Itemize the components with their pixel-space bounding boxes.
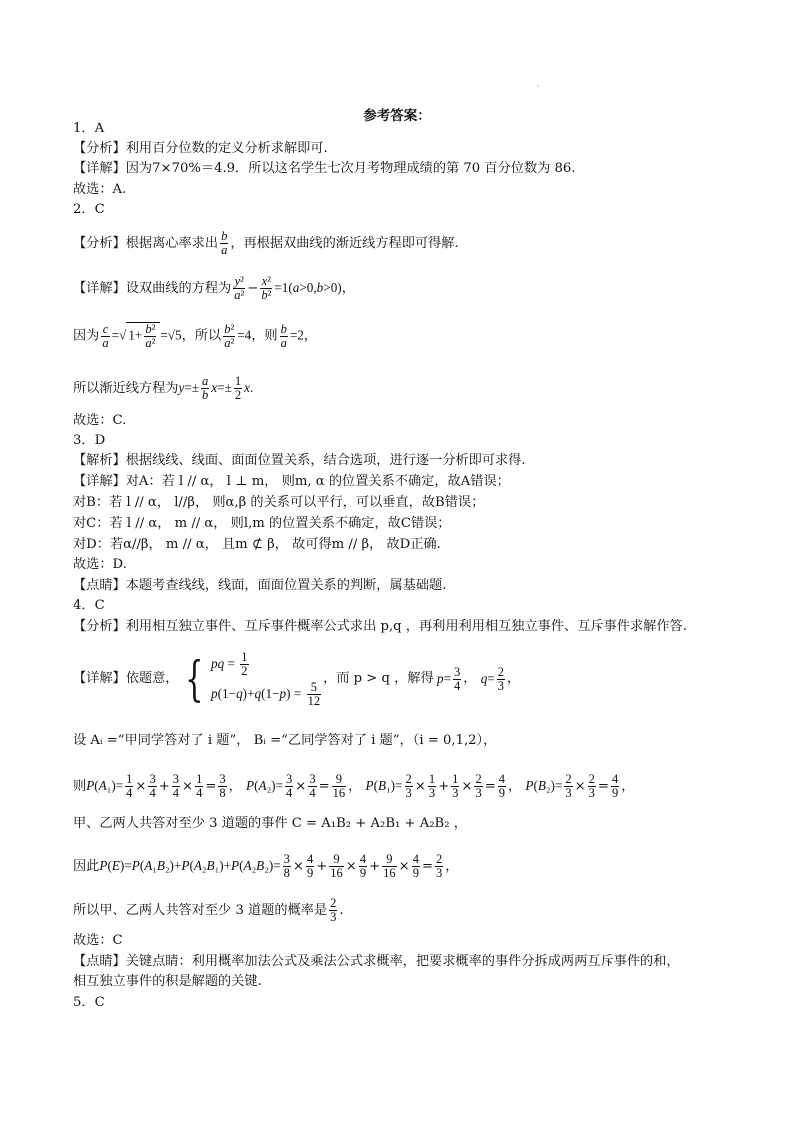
- q3-detail-c: 对C：若 l // α， m // α， 则l,m 的位置关系不确定，故C错误；: [73, 516, 451, 531]
- q4-analysis: 【分析】利用相互独立事件、互斥事件概率公式求出 p,q ，再利用利用相互独立事件、互斥事件求解作答.: [73, 619, 687, 634]
- q3-comment: 【点睛】本题考查线线，线面，面面位置关系的判断，属基础题.: [73, 578, 447, 593]
- q1-analysis: 【分析】利用百分位数的定义分析求解即可.: [73, 141, 328, 156]
- q1-number: 1．A: [73, 121, 105, 136]
- q4-hence: 因此P(E)=P(A₁B₂)+P(A₂B₁)+P(A₂B₂)= $\frac{3}{8}$ × $\frac{4}{9}$ + $\frac{9}{16}$ × $\frac{4}{9}$ + $\frac{9}{16}$ × $\frac{4}{9}$ = $\frac{2}{3}$ ，: [73, 852, 459, 880]
- q4-number: 4．C: [73, 598, 105, 613]
- q4-events: 设 Aᵢ =“甲同学答对了 i 题”， Bᵢ =“乙同学答对了 i 题”，（i = 0,1,2），: [73, 733, 497, 748]
- q5-number: 5．C: [73, 995, 105, 1010]
- q4-choice: 故选：C: [73, 933, 123, 948]
- q2-choice: 故选：C.: [73, 413, 127, 428]
- q1-choice: 故选：A.: [73, 182, 127, 197]
- q4-conclusion: 所以甲、乙两人共答对至少 3 道题的概率是 $\frac{2}{3}$ .: [73, 896, 344, 924]
- q3-analysis: 【解析】根据线线、线面、面面位置关系，结合选项，进行逐一分析即可求得.: [73, 453, 526, 468]
- q4-detail: 【详解】依题意， { pq = $\frac{1}{2}$ p (1− q )+ q (1− p ) = $\frac{5}{12}$ ，而 p > q ，解得 p= $\frac{3}{4}$ ， q= $\frac{2}{3}$ ，: [73, 649, 521, 708]
- q2-because: 因为 $\frac{c}{a}$ =√ 1+ $\frac{\text{b²}}{\text{a²}}$ =√5，所以 $\frac{\text{b²}}{\text{a²}}$ =4，则 $\frac{b}{a}$ =2，: [73, 321, 318, 350]
- q3-detail-d: 对D：若α//β， m // α， 且m ⊄ β， 故可得m // β， 故D正确.: [73, 537, 441, 552]
- q4-comment-line2: 相互独立事件的积是解题的关键.: [73, 974, 262, 989]
- q3-detail-a: 【详解】对A：若 l // α， l ⊥ m， 则m, α 的位置关系不确定，故A错误；: [73, 474, 510, 489]
- q3-number: 3．D: [73, 433, 106, 448]
- q2-number: 2．C: [73, 202, 105, 217]
- q4-comment-line1: 【点睛】关键点睛：利用概率加法公式及乘法公式求概率，把要求概率的事件分拆成两两互斥事件的和，: [73, 954, 680, 969]
- q1-detail: 【详解】因为7×70%＝4.9．所以这名学生七次月考物理成绩的第 70 百分位数为 86.: [73, 161, 576, 176]
- q2-detail: 【详解】设双曲线的方程为 $\frac{\text{y²}}{\text{a²}}$ − $\frac{\text{x²}}{\text{b²}}$ =1(a>0,b>0)，: [73, 274, 355, 302]
- q4-event-c: 甲、乙两人共答对至少 3 道题的事件 C = A₁B₂ + A₂B₁ + A₂B₂ ，: [73, 816, 467, 831]
- q2-analysis: 【分析】根据离心率求出 $\frac{b}{a}$ ，再根据双曲线的渐近线方程即可得解.: [73, 229, 459, 257]
- page-title: 参考答案：: [363, 108, 431, 124]
- fraction-b-over-a: $\frac{b}{a}$: [221, 229, 228, 257]
- corner-mark: ·: [537, 82, 540, 91]
- q3-choice: 故选：D.: [73, 557, 127, 572]
- q3-detail-b: 对B：若 l // α， l//β， 则α,β 的关系可以平行，可以垂直，故B错误；: [73, 495, 485, 510]
- equation-system: pq = $\frac{1}{2}$ p (1− q )+ q (1− p ) = $\frac{5}{12}$: [211, 649, 321, 708]
- q4-probabilities: 则P(A₁)= $\frac{1}{4}$ × $\frac{3}{4}$ + $\frac{3}{4}$ × $\frac{1}{4}$ = $\frac{3}{8}$ ， P(A₂)= $\frac{3}{4}$ × $\frac{3}{4}$ = $\frac{9}{16}$ ， P(B₁)= $\frac{2}{3}$ × $\frac{1}{3}$ + $\frac{1}{3}$ × $\frac{2}{3}$ = $\frac{4}{9}$ ， P(B₂)= $\frac{2}{3}$ × $\frac{2}{3}$ = $\frac{4}{9}$ ，: [73, 772, 635, 800]
- q2-asymptote: 所以渐近线方程为y=± $\frac{a}{b}$ x=± $\frac{1}{2}$ x.: [73, 374, 254, 402]
